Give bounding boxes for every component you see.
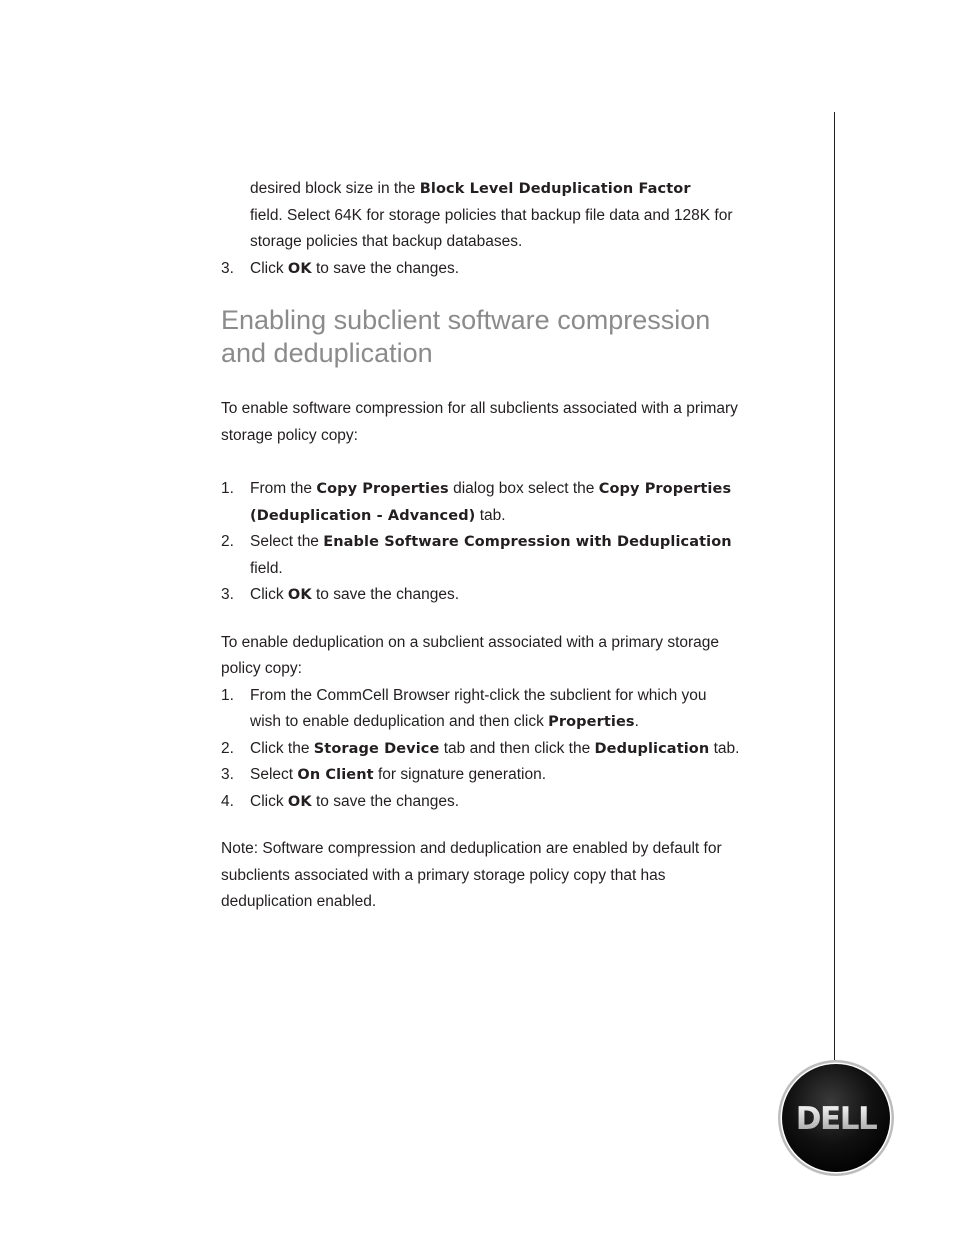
list-number: 2. — [221, 739, 234, 757]
list-item — [221, 582, 741, 609]
list-item — [221, 476, 741, 529]
text-run: desired block size in the — [250, 180, 420, 197]
bold-term: Block Level Deduplication Factor — [419, 181, 691, 197]
list-item — [221, 762, 741, 789]
note-paragraph: Note: Software compression and deduplication are enabled by default for subclients associated with a primary storage policy copy that has deduplication enabled. — [221, 840, 722, 910]
intro-paragraph: To enable software compression for all subclients associated with a primary storage policy copy: — [221, 400, 738, 444]
text-run: tab. — [475, 506, 506, 524]
text-run: tab. — [709, 739, 740, 757]
bold-term: Copy Properties — [316, 481, 449, 497]
continued-step-text — [221, 176, 741, 256]
bold-term: Enable Software Compression with Deduplication — [323, 534, 732, 550]
bold-term: OK — [287, 793, 312, 810]
text-run: to save the changes. — [311, 792, 460, 810]
list-item — [221, 256, 741, 283]
bold-term: OK — [287, 587, 312, 603]
dell-logo — [776, 1058, 896, 1178]
list-number: 1. — [221, 480, 234, 497]
list-item — [221, 789, 741, 816]
list-number: 1. — [221, 686, 234, 704]
text-run: Click — [250, 586, 288, 603]
list-number: 4. — [221, 792, 234, 810]
text-run: field. — [250, 559, 283, 577]
logo-text: DELL — [795, 1101, 877, 1137]
text-run: to save the changes. — [311, 259, 460, 277]
bold-term: Copy Properties (Deduplication - Advanced) — [250, 481, 732, 524]
text-run: for signature generation. — [373, 766, 547, 783]
text-run: dialog box select the — [448, 480, 599, 497]
section-heading: Enabling subclient software compression and deduplication — [221, 305, 711, 368]
text-run: tab and then click the — [439, 739, 595, 757]
list-number: 2. — [221, 533, 234, 550]
bold-term: OK — [287, 260, 312, 277]
bold-term: Storage Device — [313, 740, 440, 757]
text-run: Select the — [250, 533, 324, 550]
text-run: . — [634, 713, 639, 730]
page-body — [221, 176, 741, 916]
bold-term: Deduplication — [594, 740, 710, 757]
text-run: Click — [250, 792, 288, 810]
text-run: Click — [250, 259, 288, 277]
text-run: From the — [250, 480, 317, 497]
vertical-rule — [834, 112, 835, 1060]
text-run: Select — [250, 766, 298, 783]
list-number: 3. — [221, 586, 234, 603]
list-item — [221, 736, 741, 763]
bold-term: On Client — [297, 767, 374, 783]
text-run: field. Select 64K for storage policies that backup file data and 128K for storage policies that backup databases. — [250, 206, 733, 250]
bold-term: Properties — [548, 714, 635, 730]
list-item — [221, 529, 741, 582]
text-run: to save the changes. — [311, 586, 460, 603]
intro-paragraph: To enable deduplication on a subclient associated with a primary storage policy copy: — [221, 633, 720, 677]
list-number: 3. — [221, 766, 234, 783]
list-item — [221, 683, 741, 736]
text-run: Click the — [250, 739, 314, 757]
text-run: From the CommCell Browser right-click the subclient for which you wish to enable deduplication and then click — [250, 686, 707, 730]
list-number: 3. — [221, 259, 234, 277]
